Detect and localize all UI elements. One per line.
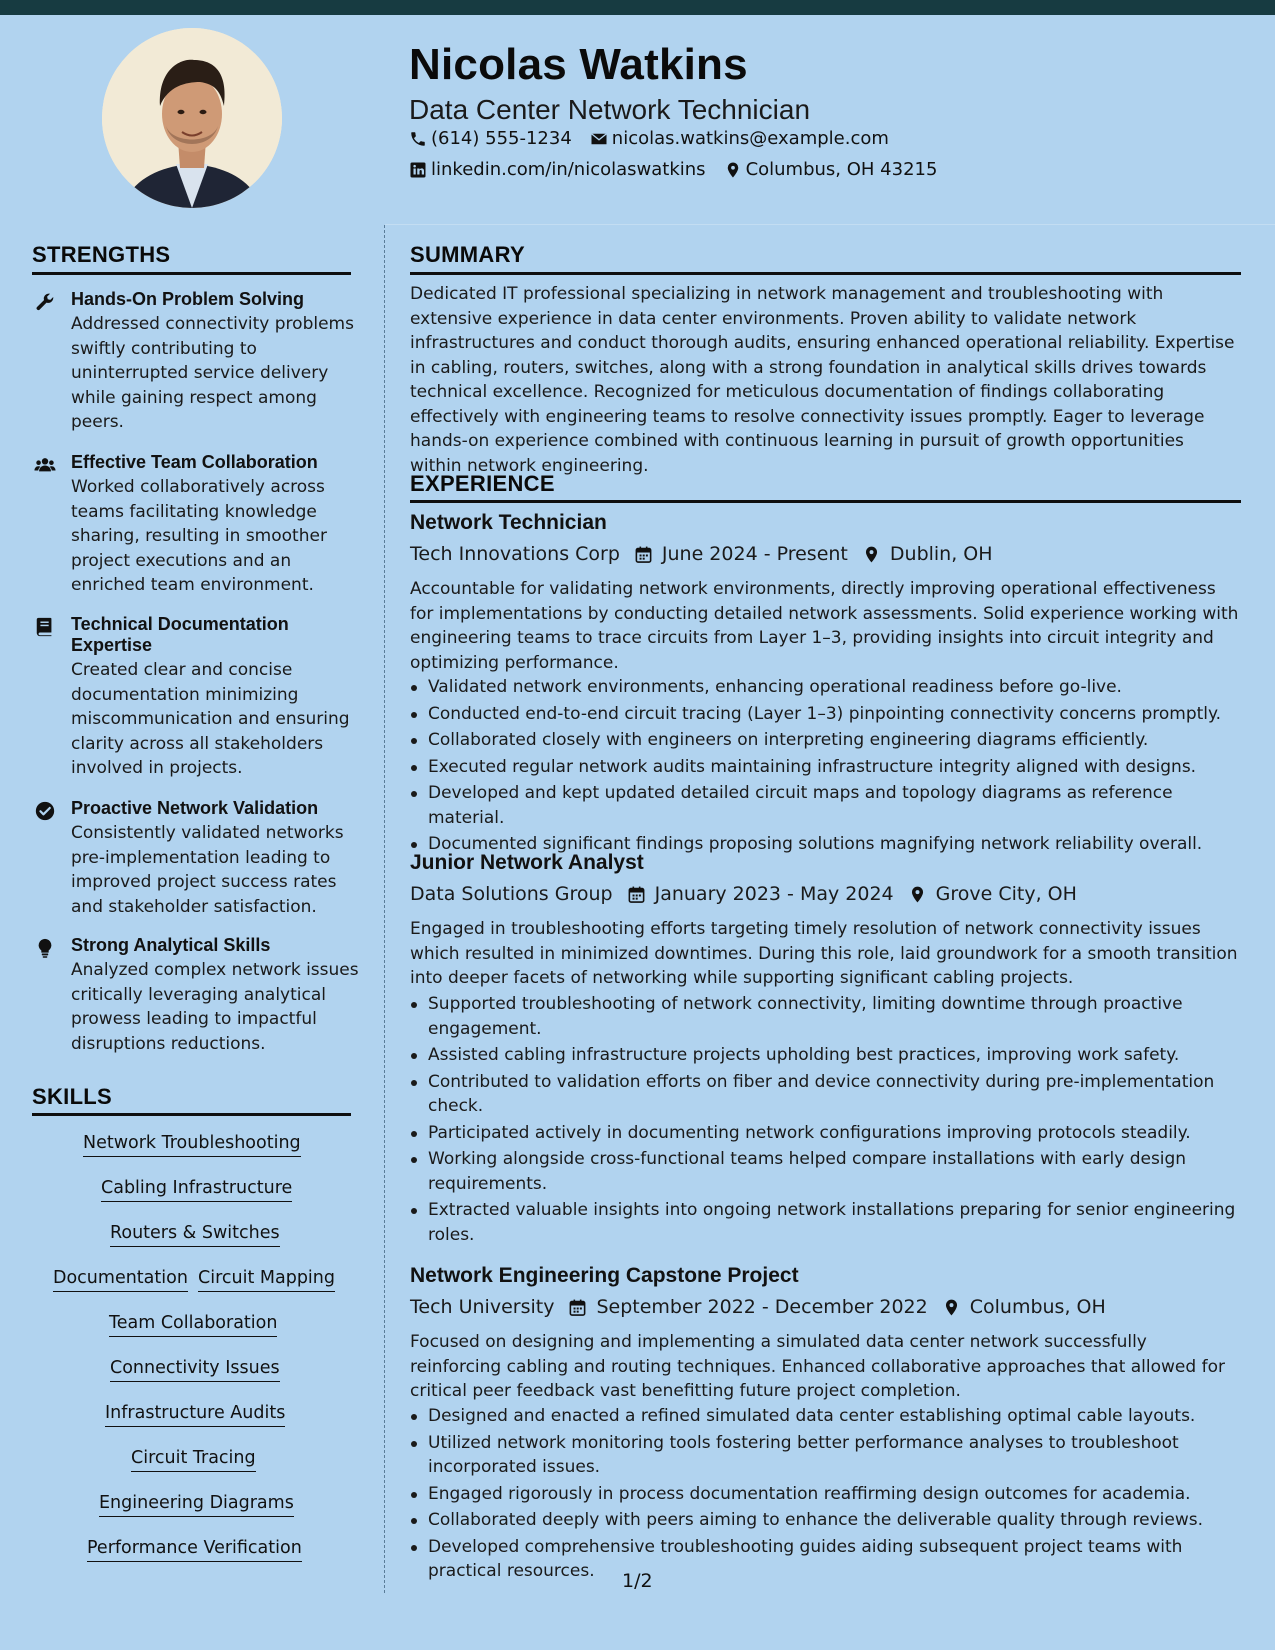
skill-tag: Engineering Diagrams [99,1493,294,1517]
calendar-icon [634,545,653,564]
calendar-icon [627,885,646,904]
map-pin-icon [942,1298,961,1317]
skills-rule [32,1113,351,1116]
job-company: Tech Innovations Corp [410,543,620,565]
job-title: Network Technician [410,511,607,534]
bullet-item: Engaged rigorously in process documentation reaffirming design outcomes for academia. [410,1482,1240,1507]
skill-tag: Routers & Switches [110,1223,280,1247]
job-description: Accountable for validating network environments, directly improving operational effectiveness for implementations by conducting detailed network assessments. Solid experience working with engineering teams to trace circuits from Layer 1–3, providing insights into circuit integrity and optimizing performance. [410,579,1239,673]
job-company: Tech University [410,1296,555,1318]
map-pin-icon [862,545,881,564]
profile-photo [102,28,282,208]
job-meta [410,543,993,565]
strength-item [32,289,362,435]
strength-title: Effective Team Collaboration [71,452,318,472]
skills-heading: SKILLS [32,1084,113,1109]
summary-rule [410,272,1241,275]
strength-item [32,935,362,1056]
skill-tag: Infrastructure Audits [105,1403,285,1427]
map-pin-icon [908,885,927,904]
strengths-heading: STRENGTHS [32,242,171,267]
job-title: Network Engineering Capstone Project [410,1264,799,1287]
bullet-item: Developed and kept updated detailed circuit maps and topology diagrams as reference material. [410,781,1240,830]
bullet-item: Collaborated deeply with peers aiming to enhance the deliverable quality through reviews. [410,1508,1240,1533]
job-location: Dublin, OH [889,543,993,565]
job-description: Focused on designing and implementing a simulated data center network successfully reinforcing cabling and routing techniques. Enhanced collaborative approaches that allowed for critical peer feedback vast benefitting future project completion. [410,1332,1225,1401]
strength-title: Technical Documentation Expertise [71,614,289,655]
strength-title: Hands-On Problem Solving [71,289,305,309]
email-contact [590,128,889,149]
wrench-icon [34,291,56,313]
job-location: Grove City, OH [935,883,1077,905]
experience-rule [410,500,1241,503]
job-bullets [410,1404,1240,1586]
strength-desc: Analyzed complex network issues critically leveraging analytical prowess leading to impactful disruptions reductions. [71,960,359,1054]
bullet-item: Conducted end-to-end circuit tracing (Layer 1–3) pinpointing connectivity concerns promptly. [410,702,1240,727]
column-divider [384,225,385,1593]
skill-tag: Circuit Tracing [131,1448,256,1472]
strength-title: Proactive Network Validation [71,798,319,818]
bullet-item: Participated actively in documenting network configurations improving protocols steadily. [410,1121,1240,1146]
job-company: Data Solutions Group [410,883,613,905]
location-contact [724,159,938,180]
contact-row-2 [409,159,955,180]
skill-tag: Documentation [53,1268,188,1292]
summary-heading: SUMMARY [410,242,525,267]
bullet-item: Utilized network monitoring tools fostering better performance analyses to troubleshoot incorporated issues. [410,1431,1240,1480]
job-meta [410,1296,1106,1318]
envelope-icon [590,130,608,148]
strength-item [32,798,362,919]
job-bullets [410,675,1240,859]
strength-item [32,614,362,781]
bullet-item: Collaborated closely with engineers on interpreting engineering diagrams efficiently. [410,728,1240,753]
header-divider [385,224,1275,225]
linkedin-text[interactable]: linkedin.com/in/nicolaswatkins [431,159,706,180]
skill-tag: Cabling Infrastructure [101,1178,292,1202]
phone-icon [409,130,427,148]
book-icon [34,616,56,638]
skill-tag: Connectivity Issues [110,1358,280,1382]
skill-tag: Circuit Mapping [198,1268,335,1292]
users-icon [34,454,56,476]
bullet-item: Supported troubleshooting of network connectivity, limiting downtime through proactive engagement. [410,992,1240,1041]
job-title: Junior Network Analyst [410,851,644,874]
summary-text: Dedicated IT professional specializing in network management and troubleshooting with extensive experience in data center environments. Proven ability to validate network infrastructures and conduct thorough audits, ensuring enhanced operational reliability. Expertise in cabling, routers, switches, along with a strong foundation in analytical skills drives towards technical excellence. Recognized for meticulous documentation of findings collaborating effectively with engineering teams to resolve connectivity issues promptly. Eager to leverage hands-on experience combined with continuous learning in pursuit of growth opportunities within network engineering. [410,284,1235,476]
candidate-name: Nicolas Watkins [409,40,748,89]
bullet-item: Documented significant findings proposing solutions magnifying network reliability overall. [410,832,1240,857]
skill-tag: Team Collaboration [109,1313,277,1337]
linkedin-contact [409,159,706,180]
job-meta [410,883,1077,905]
bullet-item: Contributed to validation efforts on fiber and device connectivity during pre-implementation check. [410,1070,1240,1119]
skill-tag: Performance Verification [87,1538,302,1562]
top-accent-bar [0,0,1275,15]
bullet-item: Extracted valuable insights into ongoing network installations preparing for senior engineering roles. [410,1198,1240,1247]
strengths-rule [32,272,351,275]
bullet-item: Validated network environments, enhancing operational readiness before go-live. [410,675,1240,700]
job-bullets [410,992,1240,1249]
job-dates: June 2024 - Present [661,543,848,565]
linkedin-icon [409,161,427,179]
experience-heading: EXPERIENCE [410,471,555,496]
contact-row-1 [409,128,907,149]
phone-text[interactable]: (614) 555-1234 [431,128,572,149]
bullet-item: Assisted cabling infrastructure projects upholding best practices, improving work safety. [410,1043,1240,1068]
phone-contact [409,128,572,149]
strength-desc: Consistently validated networks pre-implementation leading to improved project success rates and stakeholder satisfaction. [71,823,344,917]
strength-desc: Created clear and concise documentation minimizing miscommunication and ensuring clarity across all stakeholders involved in projects. [71,660,350,778]
job-description: Engaged in troubleshooting efforts targeting timely resolution of network connectivity issues which resulted in minimized downtimes. During this role, laid groundwork for a smooth transition into deeper facets of networking while supporting significant cabling projects. [410,919,1238,988]
check-circle-icon [34,800,56,822]
job-dates: January 2023 - May 2024 [654,883,894,905]
calendar-icon [568,1298,587,1317]
map-pin-icon [724,161,742,179]
strength-title: Strong Analytical Skills [71,935,271,955]
location-text: Columbus, OH 43215 [745,159,938,180]
bullet-item: Working alongside cross-functional teams helped compare installations with early design requirements. [410,1147,1240,1196]
skill-tag: Network Troubleshooting [83,1133,301,1157]
strength-desc: Worked collaboratively across teams facilitating knowledge sharing, resulting in smoother project executions and an enriched team environment. [71,477,327,595]
strength-item [32,452,362,598]
bullet-item: Designed and enacted a refined simulated data center establishing optimal cable layouts. [410,1404,1240,1429]
lightbulb-icon [34,937,56,959]
job-dates: September 2022 - December 2022 [596,1296,928,1318]
job-location: Columbus, OH [969,1296,1106,1318]
bullet-item: Executed regular network audits maintaining infrastructure integrity aligned with designs. [410,755,1240,780]
strength-desc: Addressed connectivity problems swiftly contributing to uninterrupted service delivery while gaining respect among peers. [71,314,354,432]
email-text[interactable]: nicolas.watkins@example.com [611,128,889,149]
page-number: 1/2 [622,1570,653,1592]
candidate-title: Data Center Network Technician [409,94,811,125]
bullet-item: Developed comprehensive troubleshooting guides aiding subsequent project teams with practical resources. [410,1535,1240,1584]
